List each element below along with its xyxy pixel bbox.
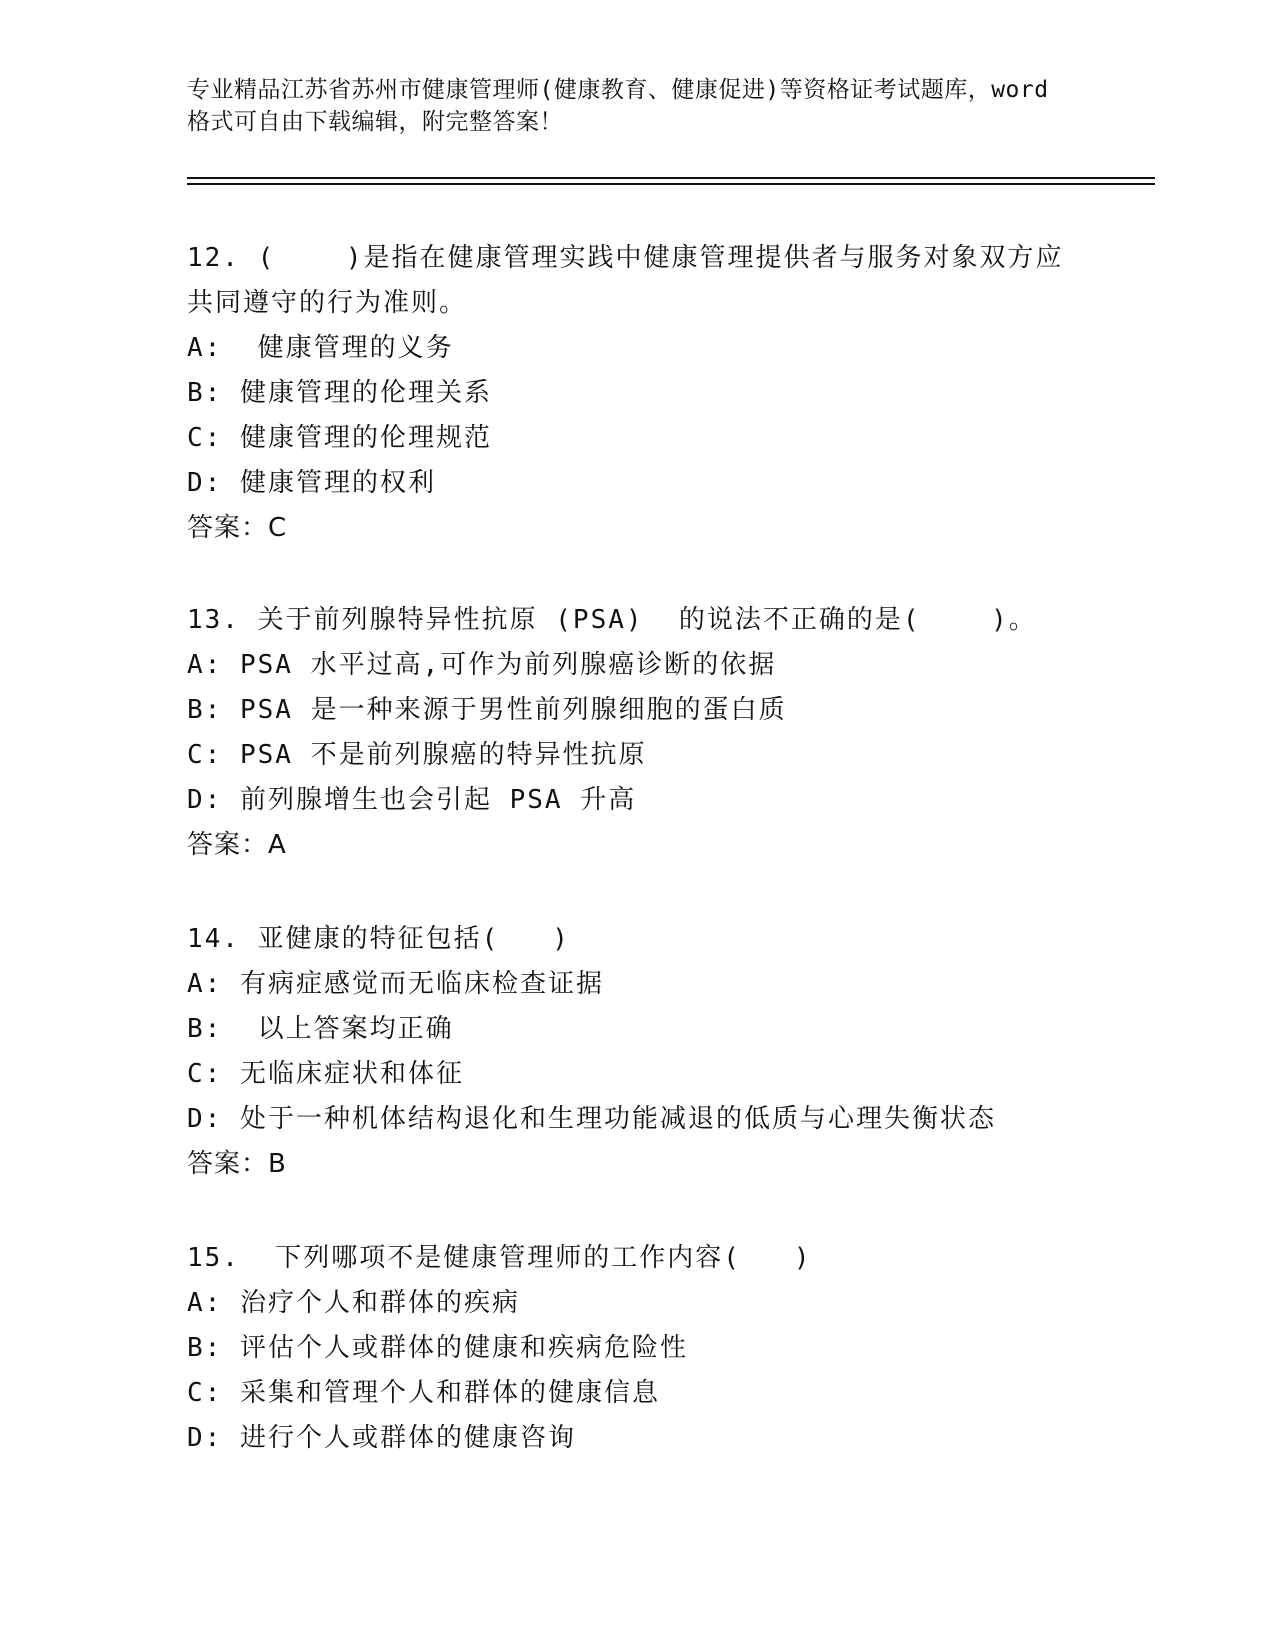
question-14 (187, 917, 1087, 1187)
header-divider-bottom (187, 183, 1155, 185)
option-b: B: 以上答案均正确 (187, 1014, 454, 1044)
header-line-1: 专业精品江苏省苏州市健康管理师(健康教育、健康促进)等资格证考试题库，word (187, 77, 1049, 103)
option-a: A: 治疗个人和群体的疾病 (187, 1288, 520, 1318)
header-divider-top (187, 177, 1155, 179)
answer-label: 答案：C (187, 513, 288, 543)
option-b: B: 评估个人或群体的健康和疾病危险性 (187, 1333, 688, 1363)
header-line-2: 格式可自由下载编辑，附完整答案！ (187, 109, 563, 135)
option-d: D: 处于一种机体结构退化和生理功能减退的低质与心理失衡状态 (187, 1104, 996, 1134)
question-12 (187, 236, 1087, 551)
option-d: D: 健康管理的权利 (187, 468, 436, 498)
question-15 (187, 1236, 1087, 1461)
option-c: C: PSA 不是前列腺癌的特异性抗原 (187, 740, 647, 770)
document-header (187, 74, 1087, 138)
question-stem-line: 15. 下列哪项不是健康管理师的工作内容( ) (187, 1243, 812, 1273)
question-13 (187, 598, 1087, 868)
option-a: A: PSA 水平过高,可作为前列腺癌诊断的依据 (187, 650, 777, 680)
option-a: A: 有病症感觉而无临床检查证据 (187, 969, 604, 999)
option-d: D: 前列腺增生也会引起 PSA 升高 (187, 785, 637, 815)
option-a: A: 健康管理的义务 (187, 333, 454, 363)
option-d: D: 进行个人或群体的健康咨询 (187, 1423, 576, 1453)
question-stem-line: 12. ( )是指在健康管理实践中健康管理提供者与服务对象双方应 (187, 243, 1064, 273)
question-stem-line: 共同遵守的行为准则。 (187, 288, 468, 318)
option-b: B: PSA 是一种来源于男性前列腺细胞的蛋白质 (187, 695, 787, 725)
answer-label: 答案：B (187, 1149, 287, 1179)
option-c: C: 健康管理的伦理规范 (187, 423, 492, 453)
question-stem-line: 13. 关于前列腺特异性抗原 (PSA) 的说法不正确的是( )。 (187, 605, 1037, 635)
option-c: C: 无临床症状和体征 (187, 1059, 464, 1089)
question-stem-line: 14. 亚健康的特征包括( ) (187, 924, 570, 954)
option-c: C: 采集和管理个人和群体的健康信息 (187, 1378, 660, 1408)
answer-label: 答案：A (187, 830, 287, 860)
option-b: B: 健康管理的伦理关系 (187, 378, 492, 408)
